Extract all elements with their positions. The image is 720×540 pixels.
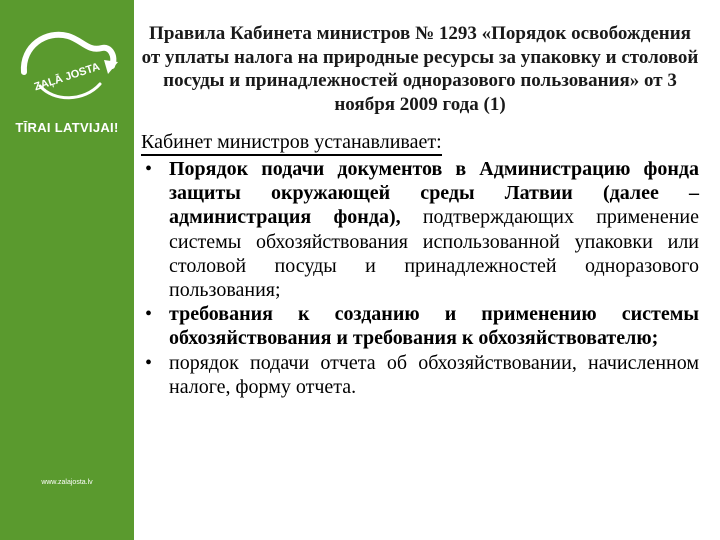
- list-item: [141, 302, 699, 350]
- logo-arrow-icon: [104, 60, 118, 74]
- bullet-bold-text: Порядок подачи документов в Администрацию фонда защиты окружающей среды Латвии (далее – администрация фонда),: [169, 158, 699, 229]
- page-title: Правила Кабинета министров № 1293 «Порядок освобождения от уплаты налога на природные ресурсы за упаковку и столовой посуды и принадлежностей одноразового пользования» от 3 ноября 2009 года (1): [141, 23, 699, 115]
- bullet-list: [141, 157, 699, 399]
- bullet-icon: •: [145, 351, 153, 374]
- zala-josta-logo: [12, 22, 122, 107]
- section-subtitle: Кабинет министров устанавливает:: [141, 130, 442, 156]
- logo-text: ZAĻĀ JOSTA: [32, 60, 102, 94]
- logo-swoosh-icon: [24, 35, 113, 72]
- bullet-icon: •: [145, 303, 153, 326]
- sidebar: [0, 0, 134, 540]
- list-item: [141, 351, 699, 399]
- bullet-icon: •: [145, 158, 153, 180]
- list-item: [141, 157, 699, 302]
- bullet-bold-text: требования к созданию и применению системы обхозяйствования и требования к обхозяйствователю;: [169, 303, 699, 350]
- website-link[interactable]: www.zalajosta.lv: [41, 479, 93, 486]
- bullet-text: порядок подачи отчета об обхозяйствовании, начисленном налоге, форму отчета.: [169, 351, 699, 398]
- bullet-text: подтверждающих применение системы обхозяйствования использованной упаковки или столовой посуды и принадлежностей одноразового пользования;: [169, 206, 700, 302]
- slogan: TĪRAI LATVIJAI!: [15, 120, 119, 135]
